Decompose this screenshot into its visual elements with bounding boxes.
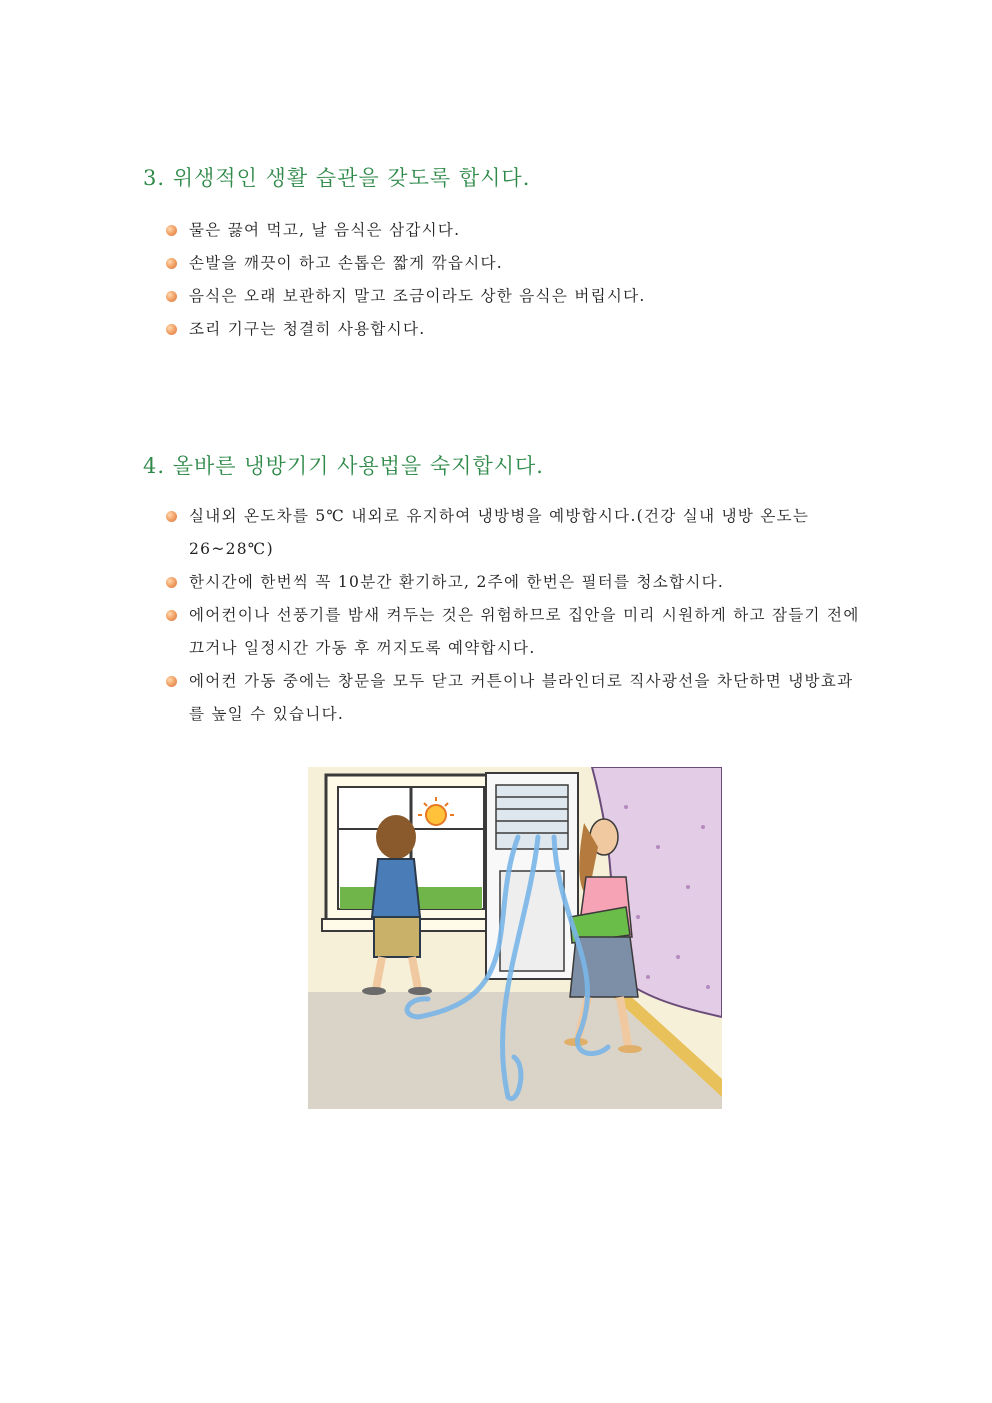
bullet-icon <box>166 291 177 302</box>
list-item: 실내외 온도차를 5℃ 내외로 유지하여 냉방병을 예방합시다.(건강 실내 냉방 온도는 26~28℃) <box>166 500 866 566</box>
list-item: 에어컨이나 선풍기를 밤새 켜두는 것은 위험하므로 집안을 미리 시원하게 하고 잠들기 전에 끄거나 일정시간 가동 후 꺼지도록 예약합시다. <box>166 599 866 665</box>
list-item: 한시간에 한번씩 꼭 10분간 환기하고, 2주에 한번은 필터를 청소합시다. <box>166 566 866 599</box>
section-4-heading: 4. 올바른 냉방기기 사용법을 숙지합시다. <box>143 454 544 478</box>
bullet-icon <box>166 258 177 269</box>
bullet-icon <box>166 610 177 621</box>
list-item: 에어컨 가동 중에는 창문을 모두 닫고 커튼이나 블라인더로 직사광선을 차단하면 냉방효과를 높일 수 있습니다. <box>166 665 866 731</box>
section-4-list <box>166 500 866 731</box>
list-item: 조리 기구는 청결히 사용합시다. <box>166 313 866 346</box>
list-item: 음식은 오래 보관하지 말고 조금이라도 상한 음식은 버립시다. <box>166 280 866 313</box>
air-conditioner-illustration <box>308 767 722 1109</box>
bullet-icon <box>166 676 177 687</box>
bullet-icon <box>166 225 177 236</box>
list-item: 손발을 깨끗이 하고 손톱은 짧게 깎읍시다. <box>166 247 866 280</box>
bullet-icon <box>166 577 177 588</box>
section-3-list <box>166 214 866 346</box>
bullet-icon <box>166 324 177 335</box>
section-3-heading: 3. 위생적인 생활 습관을 갖도록 합시다. <box>143 166 531 190</box>
bullet-icon <box>166 511 177 522</box>
list-item: 물은 끓여 먹고, 날 음식은 삼갑시다. <box>166 214 866 247</box>
